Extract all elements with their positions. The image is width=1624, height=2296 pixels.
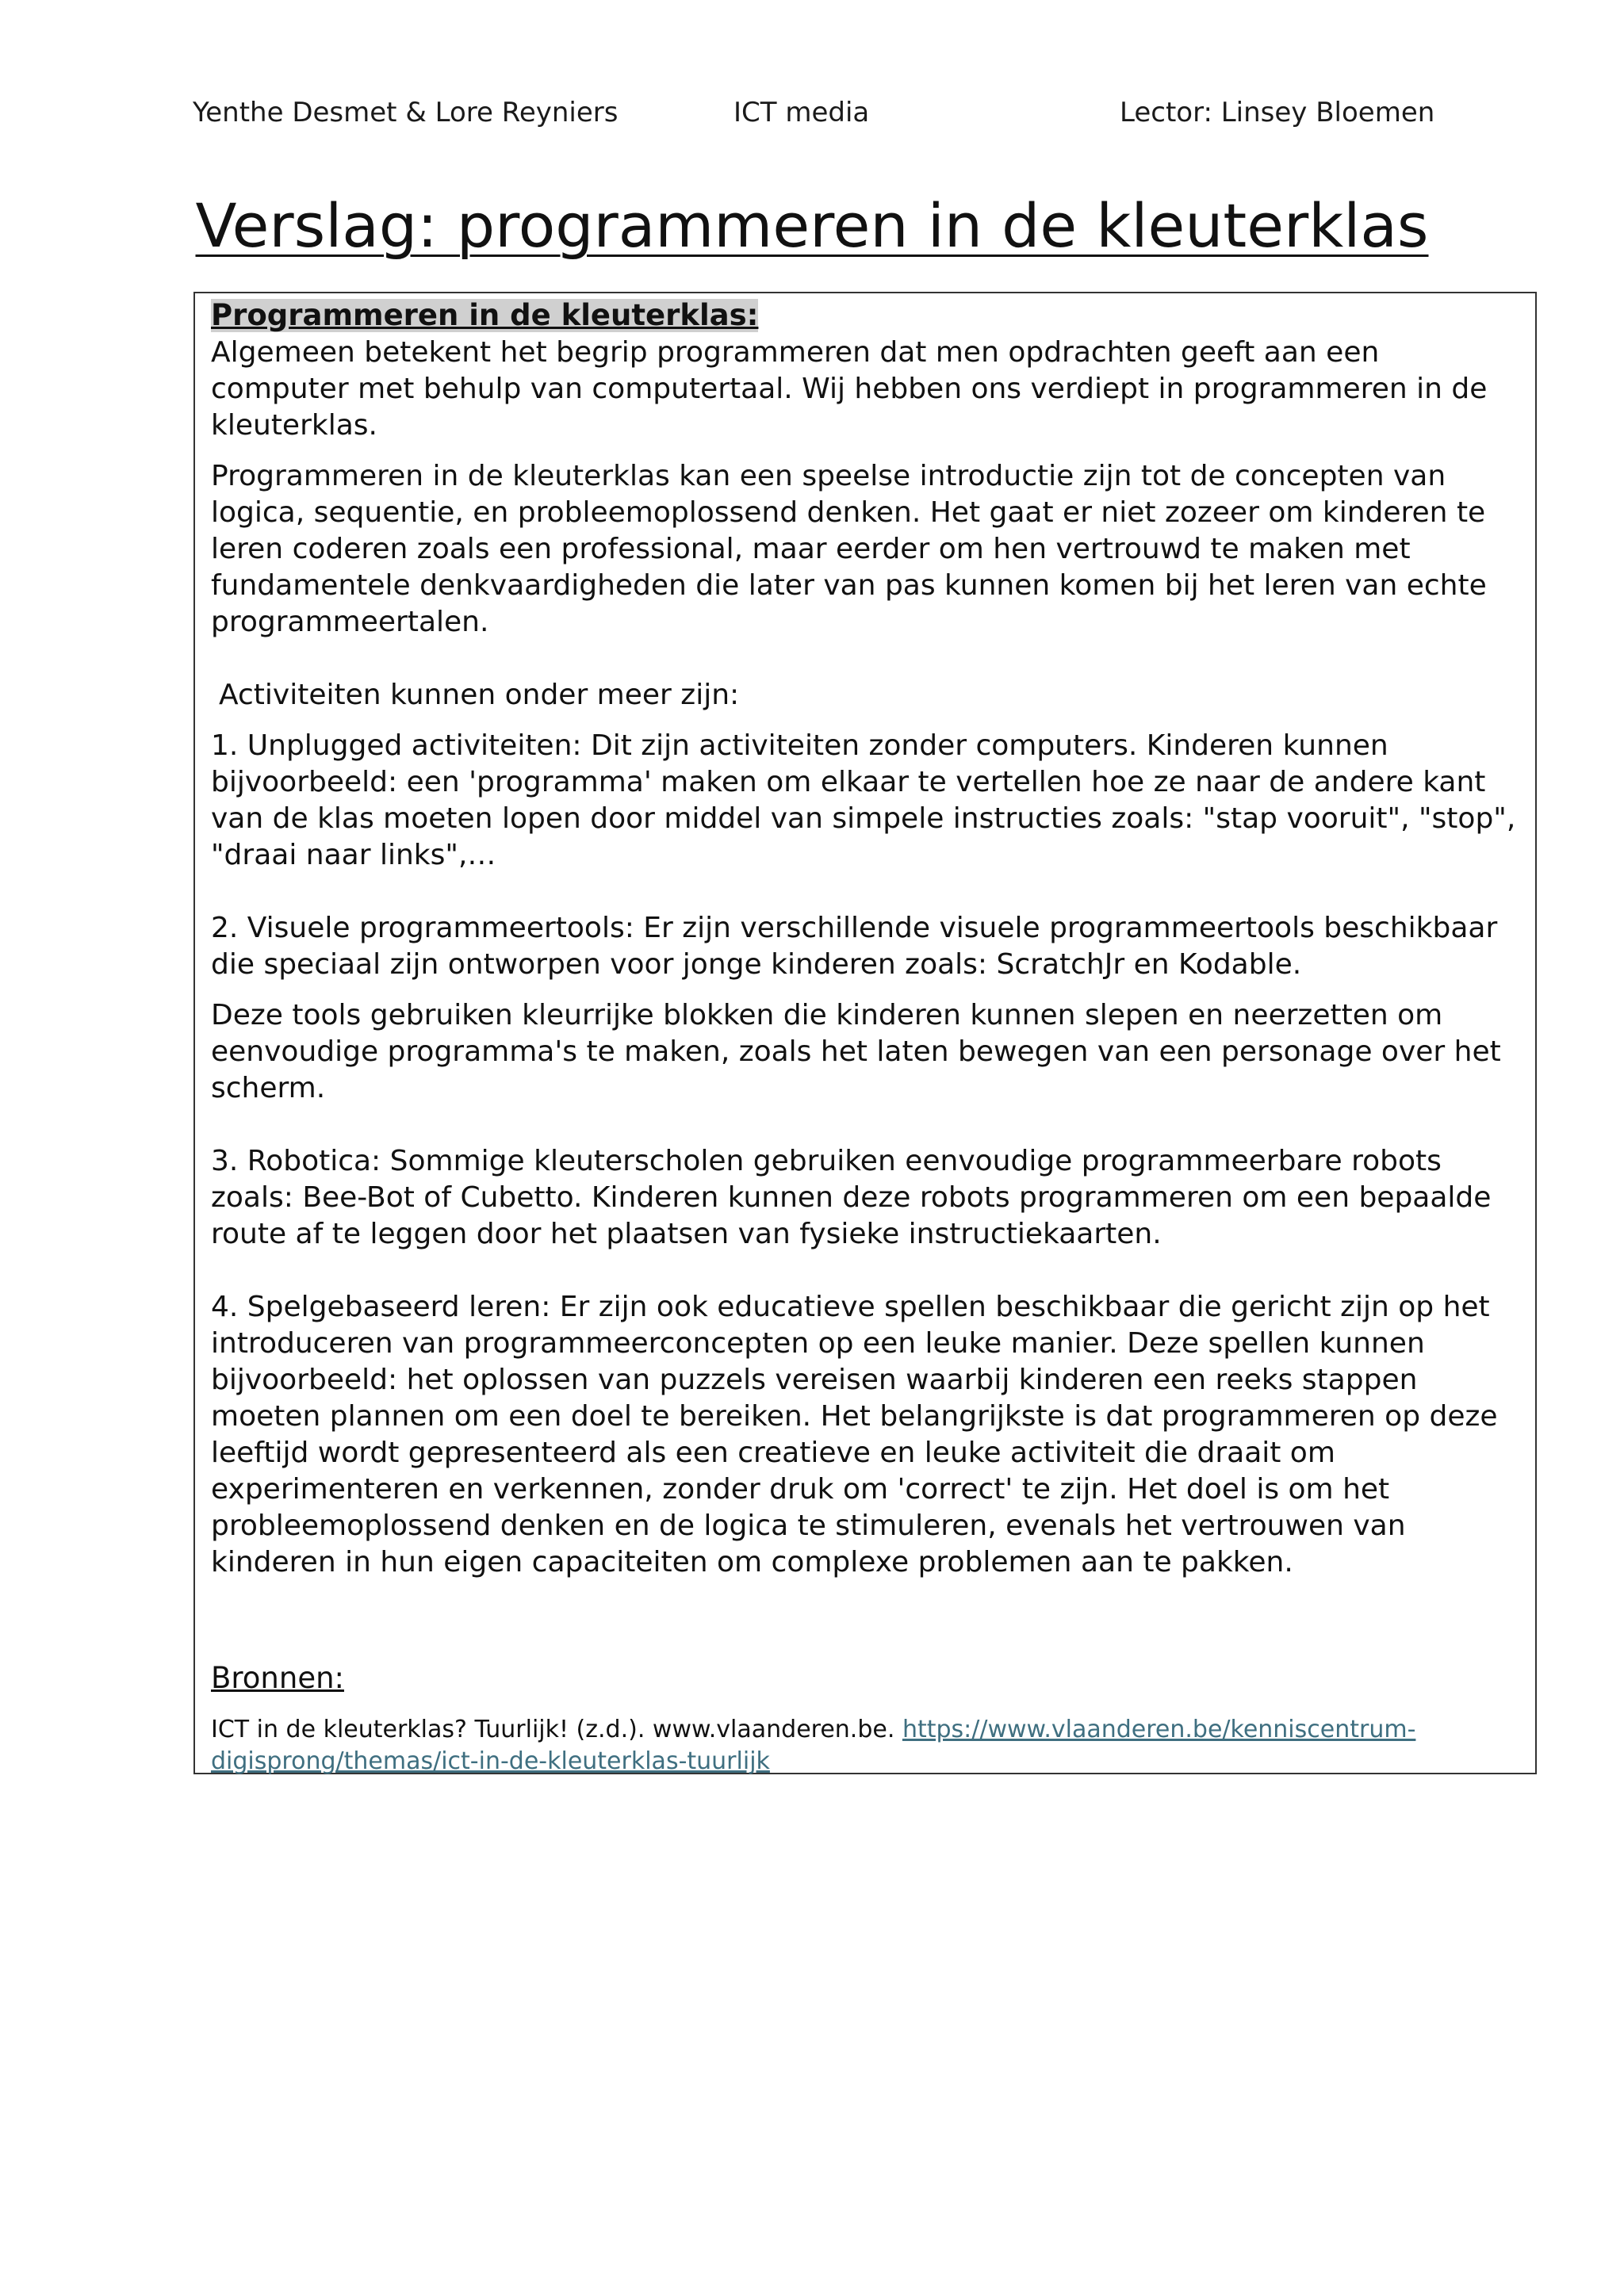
sources-heading: Bronnen:: [211, 1661, 344, 1695]
header-lector: Lector: Linsey Bloemen: [1120, 97, 1435, 128]
activity-unplugged: 1. Unplugged activiteiten: Dit zijn activiteiten zonder computers. Kinderen kunnen bijvoorbeeld: een 'programma' maken om elkaar te vertellen hoe ze naar de andere kant van de klas moeten lopen door middel van simpele instructies zoals: "stap vooruit", "stop", "draai naar links",…: [211, 729, 1516, 871]
activity-robotics: 3. Robotica: Sommige kleuterscholen gebruiken eenvoudige programmeerbare robots zoals: Bee-Bot of Cubetto. Kinderen kunnen deze robots programmeren om een bepaalde route af te leggen door het plaatsen van fysieke instructiekaarten.: [211, 1145, 1492, 1250]
activity-visual-tools: 2. Visuele programmeertools: Er zijn verschillende visuele programmeertools beschikbaar die speciaal zijn ontworpen voor jonge kinderen zoals: ScratchJr en Kodable.: [211, 912, 1498, 981]
header-course: ICT media: [733, 97, 870, 128]
concepts-paragraph: Programmeren in de kleuterklas kan een speelse introductie zijn tot de concepten van logica, sequentie, en probleemoplossend denken. Het gaat er niet zozeer om kinderen te leren coderen zoals een professional, maar eerder om hen vertrouwd te maken met fundamentele denkvaardigheden die later van pas kunnen komen bij het leren van echte programmeertalen.: [211, 460, 1487, 638]
source-citation: ICT in de kleuterklas? Tuurlijk! (z.d.). www.vlaanderen.be.: [211, 1716, 895, 1743]
source-entry: [211, 1714, 1521, 1777]
source-link[interactable]: https://www.vlaanderen.be/kenniscentrum-digisprong/themas/ict-in-de-kleuterklas-tuurlijk: [211, 1716, 1416, 1775]
activity-visual-tools-detail: Deze tools gebruiken kleurrijke blokken die kinderen kunnen slepen en neerzetten om eenvoudige programma's te maken, zoals het laten bewegen van een personage over het scherm.: [211, 999, 1501, 1104]
activity-game-based: 4. Spelgebaseerd leren: Er zijn ook educatieve spellen beschikbaar die gericht zijn op het introduceren van programmeerconcepten op een leuke manier. Deze spellen kunnen bijvoorbeeld: het oplossen van puzzels vereisen waarbij kinderen een reeks stappen moeten plannen om een doel te bereiken. Het belangrijkste is dat programmeren op deze leeftijd wordt gepresenteerd als een creatieve en leuke activiteit die draait om experimenteren en verkennen, zonder druk om 'correct' te zijn. Het doel is om het probleemoplossend denken en de logica te stimuleren, evenals het vertrouwen van kinderen in hun eigen capaciteiten om complexe problemen aan te pakken.: [211, 1291, 1498, 1578]
page-title: Verslag: programmeren in de kleuterklas: [195, 190, 1429, 261]
page-header: [0, 97, 1624, 136]
content-box: [193, 292, 1537, 1774]
activities-intro: Activiteiten kunnen onder meer zijn:: [219, 679, 740, 711]
header-authors: Yenthe Desmet & Lore Reyniers: [193, 97, 619, 128]
intro-paragraph: Algemeen betekent het begrip programmeren dat men opdrachten geeft aan een computer met behulp van computertaal. Wij hebben ons verdiept in programmeren in de kleuterklas.: [211, 336, 1488, 442]
section-heading: Programmeren in de kleuterklas:: [211, 298, 759, 332]
